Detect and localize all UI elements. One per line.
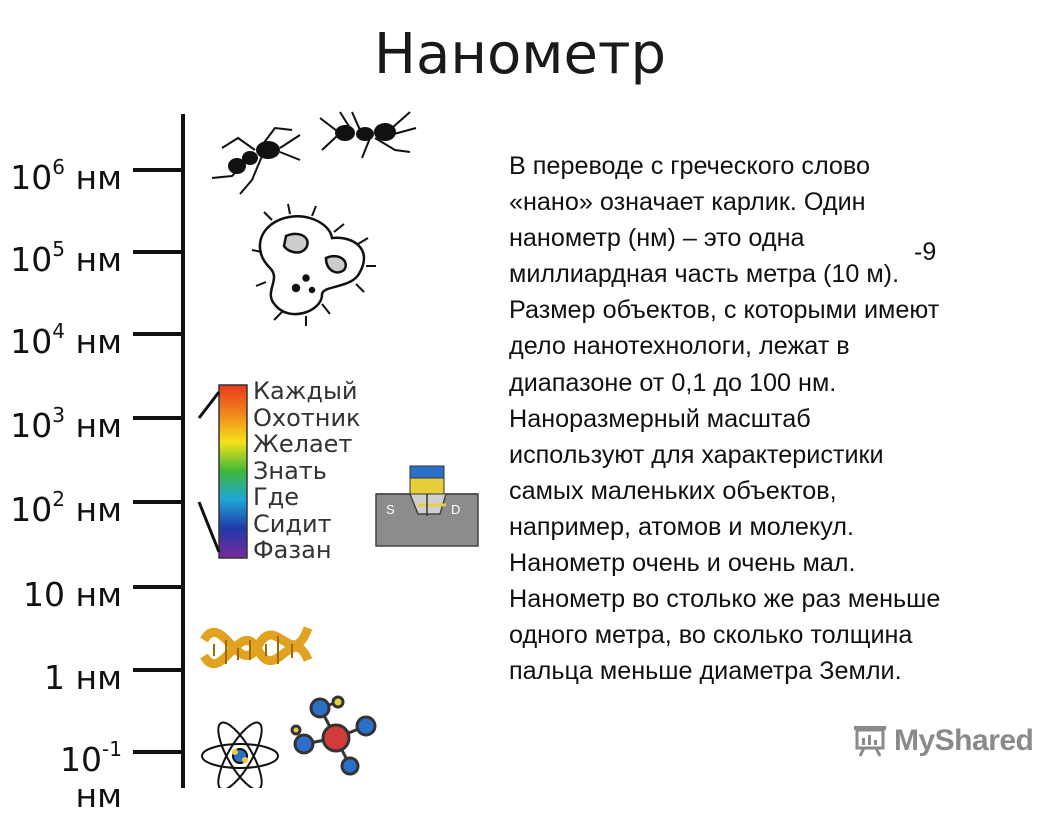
spectrum-bar — [219, 385, 247, 558]
dna-icon — [204, 628, 308, 664]
scale-ticks — [133, 170, 183, 752]
mnemonic-word: Сидит — [253, 509, 332, 538]
description-text: В переводе с греческого слово «нано» означает карлик. Один нанометр (нм) – это одна миллиардная часть метра (10 м). Размер объектов, с которыми имеют дело нанотехнологи, лежат в диапазоне от 0,1 до 100 нм. Наноразмерный масштаб используют для характеристики самых маленьких объектов, например, атомов и молекул. Нанометр очень и очень мал. Нанометр во столько же раз меньше одного метра, во сколько толщина пальца меньше диаметра Земли. — [509, 152, 941, 686]
ant-icon — [212, 128, 300, 194]
scale-label-10: 10 нм — [23, 575, 122, 614]
atom-icon — [202, 717, 278, 788]
mnemonic-word: Каждый — [253, 377, 358, 405]
ant-icon — [320, 112, 416, 158]
scale-label-1e4: $10^4$ нм — [10, 319, 122, 361]
presentation-icon — [852, 724, 888, 758]
spectrum-bracket — [199, 392, 219, 552]
scale-label-1e6: $10^6$ нм — [10, 155, 122, 197]
molecule-icon — [292, 697, 375, 774]
page-title: Нанометр — [373, 22, 667, 87]
watermark-text: MyShared — [894, 724, 1034, 757]
mnemonic-word: Желает — [253, 430, 353, 458]
mnemonic-word: Охотник — [253, 403, 361, 432]
scale-label-1e3: $10^3$ нм — [10, 403, 122, 445]
transistor-icon — [376, 466, 478, 546]
mnemonic-word: Где — [253, 483, 299, 511]
scale-label-1e2: $10^2$ нм — [10, 487, 122, 529]
cell-icon — [252, 204, 376, 326]
transistor-drain-label: D — [451, 502, 461, 517]
watermark — [852, 724, 1033, 758]
scale-label-1: 1 нм — [44, 658, 122, 697]
mnemonic-word: Знать — [253, 456, 327, 485]
scale-label-1e-1: $10^{-1}$ нм — [60, 737, 122, 815]
mnemonic-word: Фазан — [253, 536, 332, 564]
spectrum-mnemonic — [253, 378, 361, 564]
transistor-source-label: S — [386, 502, 395, 517]
scale-label-1e5: $10^5$ нм — [10, 237, 122, 279]
exponent-superscript: -9 — [914, 238, 937, 266]
